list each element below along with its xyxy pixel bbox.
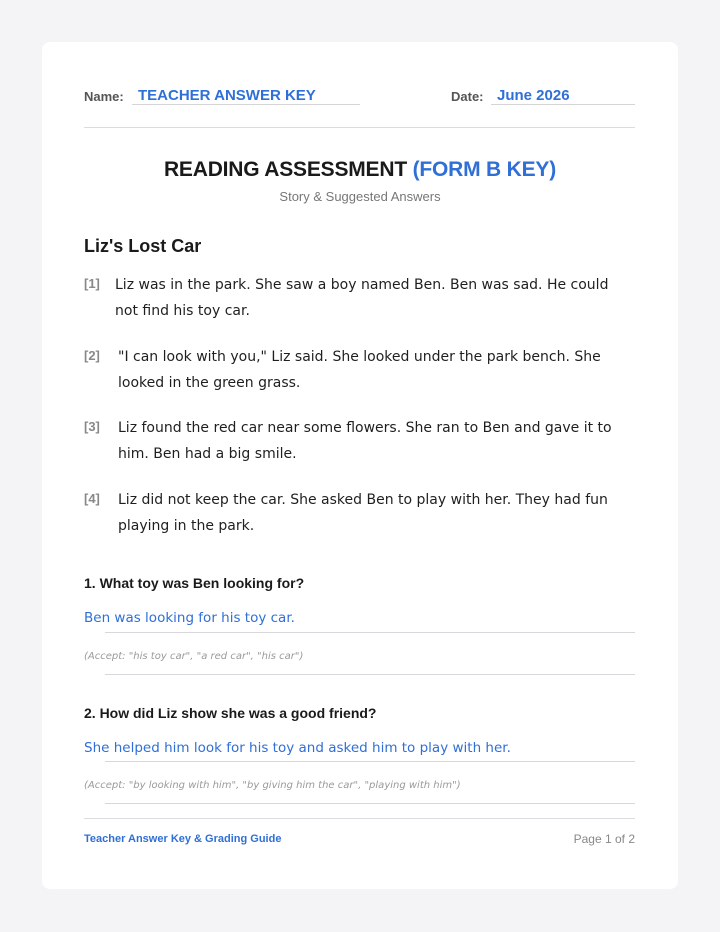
page-number: Page 1 of 2 [573,832,635,846]
answer-line [105,803,635,804]
paragraph-number: [4] [84,491,100,506]
name-underline [132,104,360,105]
answer-line [105,761,635,762]
footer-title: Teacher Answer Key & Grading Guide [84,833,282,845]
accept-note-1: (Accept: "his toy car", "a red car", "his car") [84,651,304,662]
answer-line [105,632,635,633]
paragraph-number: [3] [84,419,100,434]
header-divider [84,127,635,128]
date-value: June 2026 [497,87,570,104]
paragraph-text: Liz found the red car near some flowers. She ran to Ben and gave it to him. Ben had a big smile. [118,420,612,462]
page-title [42,158,678,182]
paragraph-text: Liz did not keep the car. She asked Ben to play with her. They had fun playing in the park. [118,492,608,534]
question-2: 2. How did Liz show she was a good friend? [84,705,377,721]
name-value: TEACHER ANSWER KEY [138,87,316,104]
paragraph-number: [2] [84,348,100,363]
page-subtitle: Story & Suggested Answers [279,189,441,204]
accept-note-2: (Accept: "by looking with him", "by giving him the car", "playing with him") [84,780,461,791]
worksheet-page [42,42,678,889]
question-1: 1. What toy was Ben looking for? [84,575,305,591]
date-label: Date: [451,89,484,104]
paragraph-number: [1] [84,276,100,291]
name-label: Name: [84,89,124,104]
answer-2: She helped him look for his toy and asked him to play with her. [84,740,511,756]
date-underline [491,104,635,105]
story-title: Liz's Lost Car [84,236,202,256]
title-main: READING ASSESSMENT [163,158,407,181]
title-accent: (FORM B KEY) [412,158,557,181]
answer-line [105,674,635,675]
answer-1: Ben was looking for his toy car. [84,610,295,626]
paragraph-text: Liz was in the park. She saw a boy named Ben. Ben was sad. He could not find his toy car. [115,277,609,319]
footer-divider [84,818,635,819]
paragraph-text: "I can look with you," Liz said. She looked under the park bench. She looked in the green grass. [118,349,601,391]
